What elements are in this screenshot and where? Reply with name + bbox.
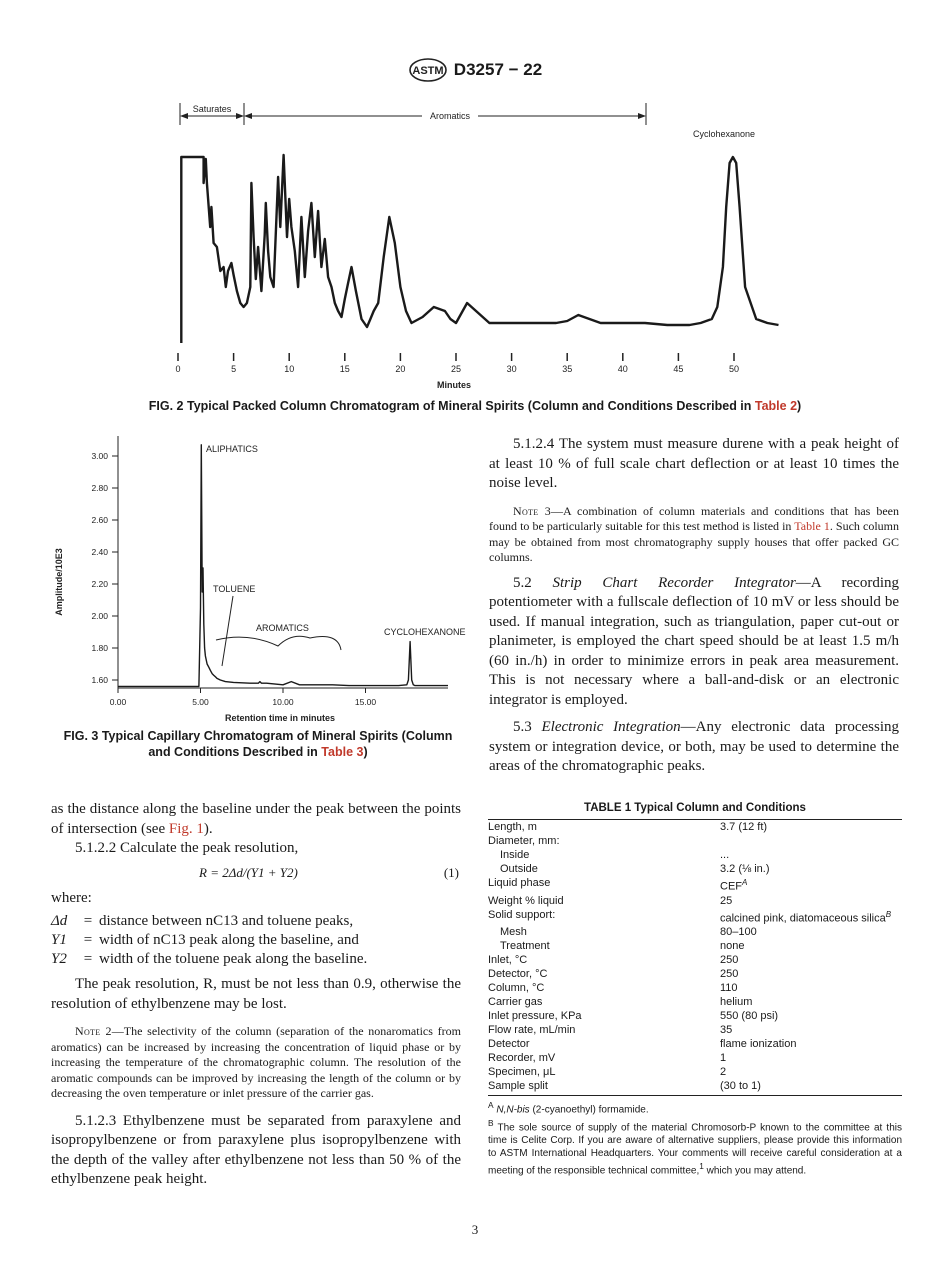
table-cell-value: 550 (80 psi) xyxy=(720,1010,779,1023)
fig3-label-cyclohexanone: CYCLOHEXANONE xyxy=(384,627,466,637)
para-5-1-2-2: 5.1.2.2 Calculate the peak resolution, xyxy=(75,840,299,856)
fig2-caption: FIG. 2 Typical Packed Column Chromatogram of Mineral Spirits (Column and Conditions Described in Table 2) xyxy=(148,399,802,413)
table-cell-label: Weight % liquid xyxy=(488,894,564,907)
table-cell-value: $CEF^A$ xyxy=(720,878,748,893)
fig2-x-axis-label: Minutes xyxy=(436,380,472,390)
table-row xyxy=(488,995,902,1009)
astm-logo-icon xyxy=(408,58,448,82)
page-header xyxy=(0,58,950,87)
para-intersection: as the distance along the baseline under the peak between the points of intersection (see Fig. 1). xyxy=(51,801,461,837)
left-column xyxy=(51,800,461,1190)
fig3-x-tick-label: 5.00 xyxy=(192,697,209,707)
fig2-x-tick-label: 15 xyxy=(339,364,350,374)
table-row xyxy=(488,967,902,981)
table-row xyxy=(488,876,902,894)
table-cell-value: 250 xyxy=(720,954,739,967)
table-cell-label: Liquid phase xyxy=(488,877,551,889)
table-cell-label: Flow rate, mL/min xyxy=(488,1024,576,1037)
para-5-1-2-4: 5.1.2.4 The system must measure durene with a peak height of at least 10 % of full scale chart deflection or at least 10 times the noise level. xyxy=(489,436,899,491)
fig2-caption-ref[interactable]: Table 2 xyxy=(754,399,798,413)
fig3-caption: FIG. 3 Typical Capillary Chromatogram of Mineral Spirits (Column and Conditions Described in Table 3) xyxy=(63,729,453,759)
table-cell-label: Solid support: xyxy=(488,908,556,921)
page-number: 3 xyxy=(471,1222,479,1237)
table-1 xyxy=(488,802,902,1177)
table-row xyxy=(488,848,902,862)
right-column-top xyxy=(489,435,899,777)
fig2-x-tick-label: 0 xyxy=(175,364,181,374)
table-row xyxy=(488,820,902,834)
fig2-x-tick-label: 50 xyxy=(728,364,740,374)
table-cell-value: ... xyxy=(720,849,730,861)
para-5-3: 5.3 Electronic Integration—Any electronic data processing system or integration device, or both, may be used to determine the areas of the chromatographic peaks. xyxy=(489,719,899,774)
fig2-label-aromatics: Aromatics xyxy=(429,111,471,121)
fig3-y-tick-label: 1.80 xyxy=(91,643,108,653)
definition-row: Y1 = width of nC13 peak along the baseline, and xyxy=(51,932,359,948)
table-row xyxy=(488,908,902,926)
footnote-a: $^A$ N,N-bis (2-cyanoethyl) formamide. xyxy=(488,1100,649,1116)
para-5-2: 5.2 Strip Chart Recorder Integrator—A recording potentiometer with a fullscale deflection of 10 mV or less should be used. If manual integration, such as triangulation, paper cut-out or planimeter, is employed the chart speed should be at least 1.5 m/h (60 in./h) in order to minimize errors in peak area measurement. This is not necessary where a ball-and-disk or an electronic integrator is employed. xyxy=(489,574,899,708)
para-5-1-2-3: 5.1.2.3 Ethylbenzene must be separated from paraxylene and isopropylbenzene or from paraxylene plus isopropylbenzene with the depth of the valley after ethylbenzene not less than 50 % of the ethylbenzene peak height. xyxy=(51,1112,461,1187)
table-cell-label: Inlet, °C xyxy=(488,954,528,967)
fig3-label-toluene: TOLUENE xyxy=(213,584,256,594)
fig3-label-aromatics: AROMATICS xyxy=(256,623,309,633)
note-3: Note 3—A combination of column materials and conditions that has been found to be particularly suitable for this test method is listed in Table 1. Such column may be obtained from most chromatography supply houses that offer packed GC columns. xyxy=(489,503,900,564)
table-cell-label: Recorder, mV xyxy=(488,1052,556,1065)
table-cell-label: Column, °C xyxy=(488,982,545,995)
fig2-x-tick-label: 45 xyxy=(673,364,684,374)
table-cell-label: Mesh xyxy=(500,926,527,939)
table-cell-label: Outside xyxy=(500,863,538,875)
table-cell-label: Diameter, mm: xyxy=(488,835,560,847)
table-row xyxy=(488,1023,902,1037)
table-cell-value: flame ionization xyxy=(720,1038,797,1051)
fig2-series-line xyxy=(181,155,778,343)
table-row xyxy=(488,981,902,995)
fig3-x-tick-label: 15.00 xyxy=(354,697,377,707)
fig2-x-tick-label: 35 xyxy=(562,364,573,374)
table-cell-value: 80–100 xyxy=(720,926,757,939)
fig2-x-tick-label: 40 xyxy=(617,364,628,374)
table-row xyxy=(488,1037,902,1051)
table-cell-label: Treatment xyxy=(500,940,550,953)
table-cell-label: Length, m xyxy=(488,821,537,833)
footnote-b: $^B$ The sole source of supply of the material Chromosorb-P known to the committee at this time is Celite Corp. If you are aware of alternative suppliers, please provide this information to ASTM International Headquarters. Your comments will receive careful consideration at a meeting of the responsible technical committee,$^1$ which you may attend. xyxy=(488,1117,902,1177)
note3-table-ref[interactable]: Table 1 xyxy=(794,519,830,533)
table-body xyxy=(488,820,902,1093)
fig2-chart xyxy=(160,95,800,395)
fig3-label-aliphatics: ALIPHATICS xyxy=(206,444,258,454)
table-cell-value: 2 xyxy=(720,1066,727,1079)
table-cell-label: Inside xyxy=(500,849,530,861)
where-label: where: xyxy=(51,889,92,906)
fig3-x-axis-label: Retention time in minutes xyxy=(224,713,336,723)
table-row xyxy=(488,894,902,908)
table-cell-value: calcined pink, diatomaceous silica$^B$ xyxy=(720,909,892,925)
svg-text:ASTM: ASTM xyxy=(412,65,444,77)
fig3-x-tick-label: 10.00 xyxy=(272,697,294,707)
fig3-y-tick-label: 2.20 xyxy=(91,579,108,589)
equation-number: (1) xyxy=(443,864,459,880)
table-row xyxy=(488,862,902,876)
table-row xyxy=(488,1009,902,1023)
table-row xyxy=(488,925,902,939)
table-row xyxy=(488,1065,902,1079)
fig3-y-tick-label: 2.00 xyxy=(91,611,108,621)
fig3-series-line xyxy=(118,445,448,687)
fig2-x-tick-label: 20 xyxy=(395,364,406,374)
document-id: D3257 − 22 xyxy=(453,60,543,79)
fig3-y-tick-label: 2.40 xyxy=(91,547,108,557)
para-peak-resolution: The peak resolution, R, must be not less than 0.9, otherwise the resolution of ethylbenzene may be lost. xyxy=(51,976,461,1012)
table-row xyxy=(488,1079,902,1093)
table-cell-label: Carrier gas xyxy=(488,996,543,1009)
fig3-caption-ref[interactable]: Table 3 xyxy=(321,745,364,759)
table-cell-label: Specimen, μL xyxy=(488,1066,556,1079)
table-cell-label: Inlet pressure, KPa xyxy=(488,1010,582,1023)
fig2-x-tick-label: 25 xyxy=(450,364,462,374)
fig2-x-tick-label: 30 xyxy=(506,364,517,374)
fig3-x-tick-label: 0.00 xyxy=(109,697,127,707)
table-cell-value: 3.7 (12 ft) xyxy=(720,821,768,833)
table-cell-value: 25 xyxy=(720,894,733,907)
fig3-y-tick-label: 2.60 xyxy=(91,515,108,525)
table-cell-label: Detector, °C xyxy=(488,968,548,981)
table-row xyxy=(488,834,902,848)
note-2: Note 2—The selectivity of the column (separation of the nonaromatics from aromatics) can be increased by increasing the concentration of liquid phase or by increasing the temperature of the chromatographic column. The resolution of the aromatic compounds can be improved by increasing the length of the column or by decreasing the oven temperature or inlet pressure of the carrier gas. xyxy=(51,1024,461,1100)
fig3-y-axis-label: Amplitude/10E3 xyxy=(54,548,64,616)
fig1-ref[interactable]: Fig. 1 xyxy=(168,820,204,837)
table-cell-value: (30 to 1) xyxy=(720,1080,761,1093)
table-cell-value xyxy=(720,834,902,848)
fig2-x-tick-label: 10 xyxy=(284,364,295,374)
table-cell-value: 110 xyxy=(720,982,738,995)
table-row xyxy=(488,939,902,953)
definition-row: Δd = distance between nC13 and toluene peaks, xyxy=(51,913,354,929)
table-cell-value: 35 xyxy=(720,1024,733,1037)
fig3-y-tick-label: 3.00 xyxy=(91,451,108,461)
fig2-label-saturates: Saturates xyxy=(192,104,232,114)
table-cell-value: 1 xyxy=(720,1052,727,1065)
definition-row: Y2 = width of the toluene peak along the baseline. xyxy=(51,951,368,967)
fig2-label-cyclohexanone: Cyclohexanone xyxy=(692,129,756,139)
equation-1 xyxy=(51,859,461,889)
fig3-y-tick-label: 1.60 xyxy=(91,675,108,685)
table-cell-label: Detector xyxy=(488,1038,530,1051)
table-cell-value: helium xyxy=(720,996,753,1009)
definitions xyxy=(51,912,461,969)
table-row xyxy=(488,953,902,967)
equation-text: R = 2Δd/(Y1 + Y2) xyxy=(199,864,298,880)
table-title: TABLE 1 Typical Column and Conditions xyxy=(584,802,806,814)
table-cell-label: Sample split xyxy=(488,1080,548,1093)
table-cell-value: none xyxy=(720,940,745,953)
table-cell-value: 250 xyxy=(720,968,739,981)
fig3-chart xyxy=(48,432,468,727)
fig2-x-tick-label: 5 xyxy=(231,364,237,374)
fig3-y-tick-label: 2.80 xyxy=(91,483,108,493)
table-cell-value: 3.2 (⅛ in.) xyxy=(720,863,770,875)
table-row xyxy=(488,1051,902,1065)
